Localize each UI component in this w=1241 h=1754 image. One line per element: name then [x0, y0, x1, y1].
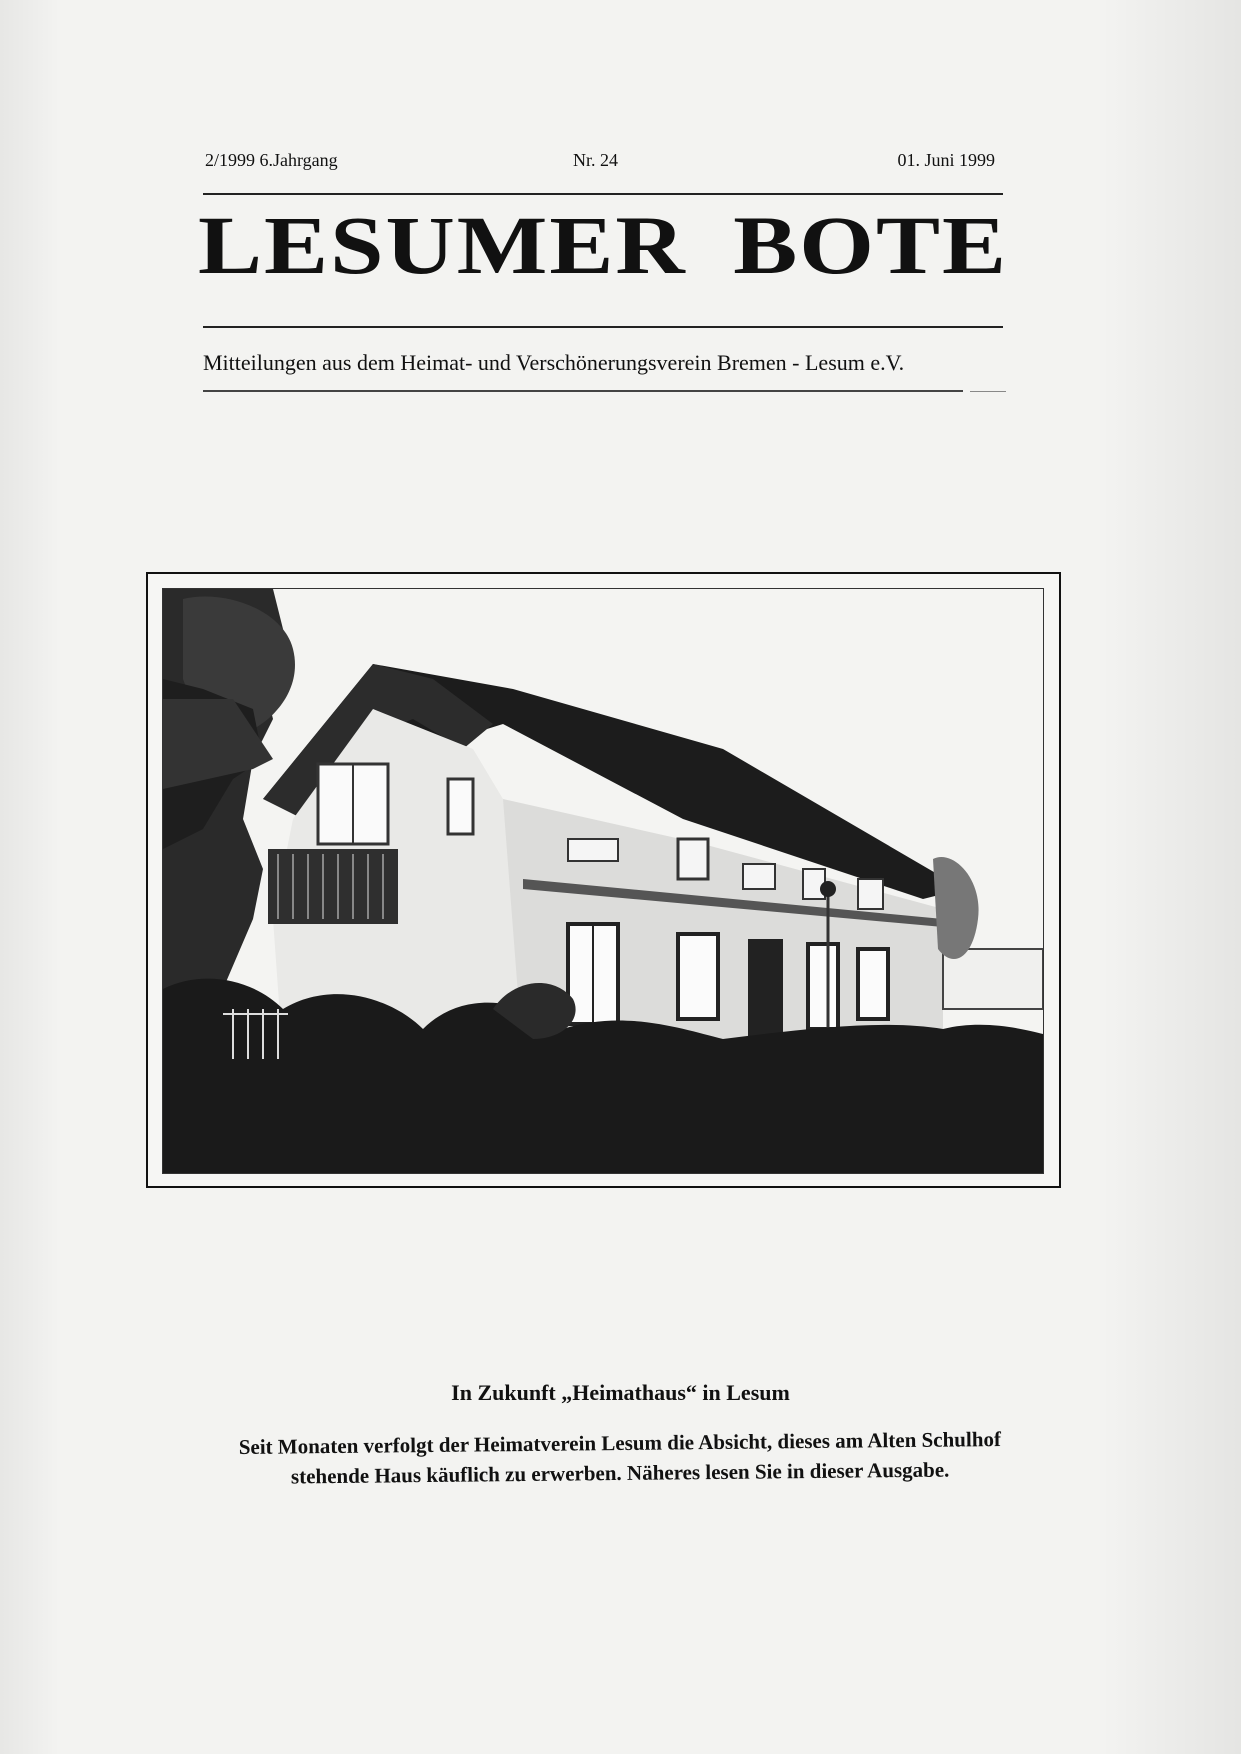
page-edge-shadow-left — [0, 0, 60, 1754]
masthead-subtitle: Mitteilungen aus dem Heimat- und Verschönerungsverein Bremen - Lesum e.V. — [203, 350, 905, 375]
house-photo — [162, 588, 1044, 1174]
masthead-title: LESUMER BOTE — [198, 198, 1008, 291]
issue-meta-row — [205, 150, 995, 180]
masthead-divider — [203, 326, 1003, 328]
subtitle-divider-tail — [970, 391, 1006, 392]
article-headline: In Zukunft „Heimathaus“ in Lesum — [451, 1380, 790, 1405]
issue-year-volume: 2/1999 6.Jahrgang — [205, 150, 338, 170]
issue-number: Nr. 24 — [573, 150, 618, 170]
issue-date: 01. Juni 1999 — [897, 150, 995, 170]
article-teaser — [150, 1423, 1091, 1493]
page-edge-shadow-right — [1101, 0, 1241, 1754]
top-divider — [203, 193, 1003, 195]
article-teaser-line: Seit Monaten verfolgt der Heimatverein Lesum die Absicht, dieses am Alten Schulhof — [238, 1427, 1002, 1459]
article-teaser-line: stehende Haus käuflich zu erwerben. Näheres lesen Sie in dieser Ausgabe. — [290, 1457, 950, 1489]
cover-photo-frame — [146, 572, 1061, 1188]
house-photo-icon — [163, 589, 1043, 1173]
subtitle-divider — [203, 390, 963, 392]
